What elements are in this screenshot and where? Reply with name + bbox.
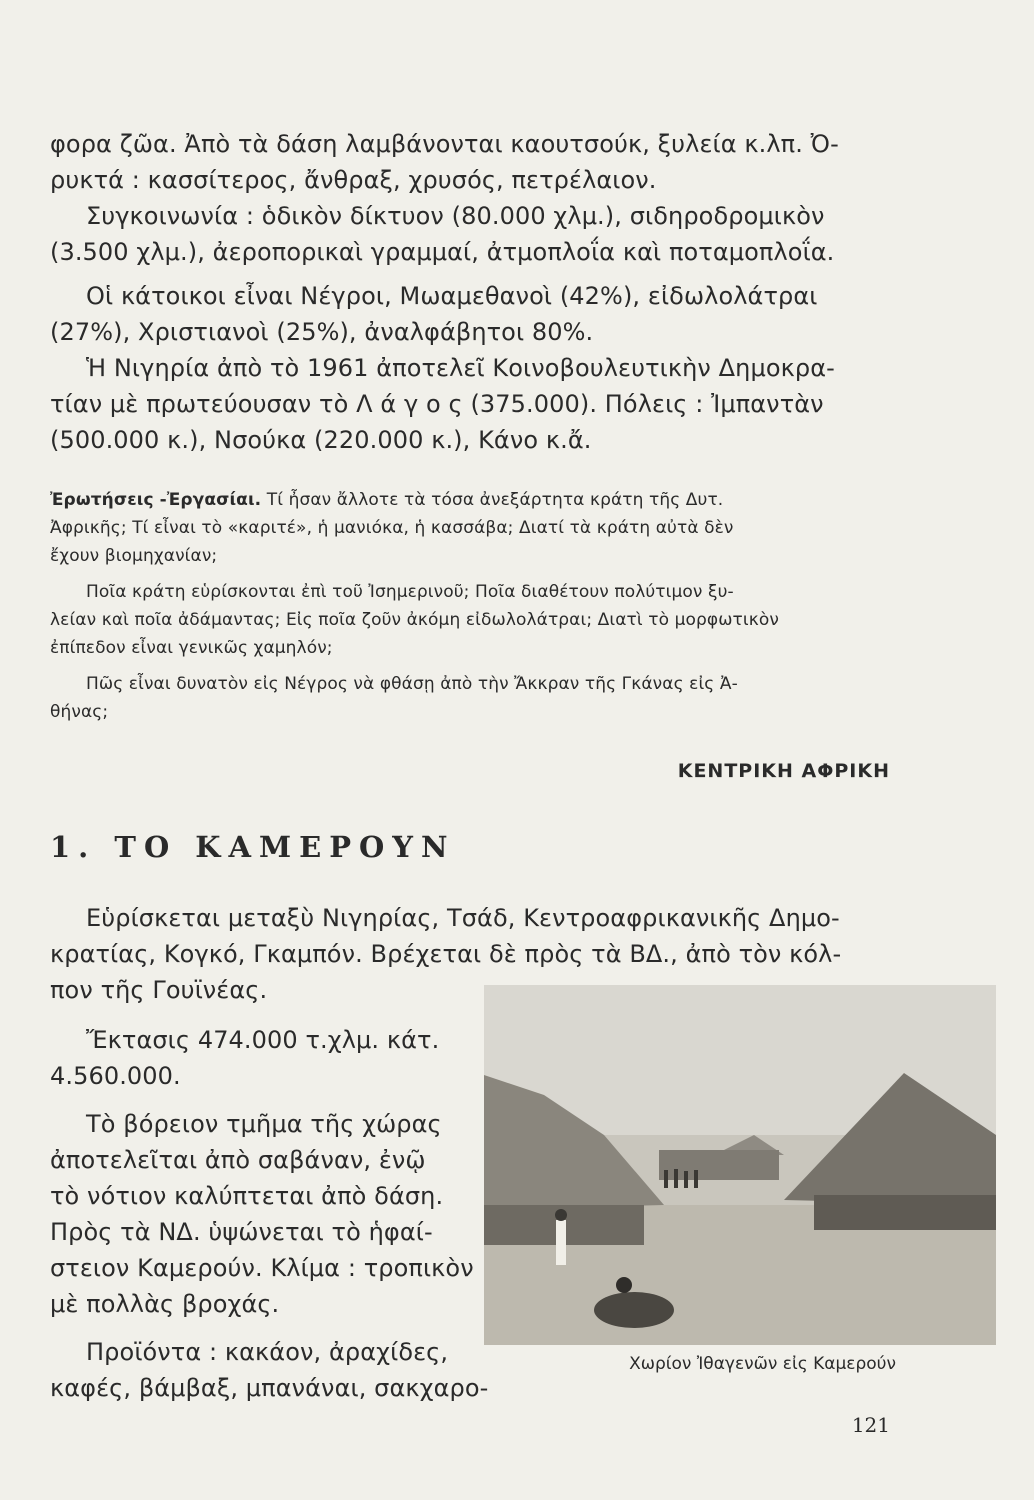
text-line: (3.500 χλμ.), ἀεροπορικαὶ γραμμαί, ἀτμοπλοΐα καὶ ποταμοπλοΐα. <box>50 238 835 266</box>
text-line: Ἔκτασις 474.000 τ.χλμ. κάτ. <box>86 1026 440 1054</box>
question-line: ἔχουν βιομηχανίαν; <box>50 546 218 566</box>
text-line: κρατίας, Κογκό, Γκαμπόν. Βρέχεται δὲ πρὸς τὰ ΒΔ., ἀπὸ τὸν κόλ- <box>50 940 842 968</box>
chapter-title: 1. ΤΟ ΚΑΜΕΡΟΥΝ <box>50 830 456 864</box>
questions-label: Ἐρωτήσεις -Ἐργασίαι. <box>50 490 262 510</box>
text-line: τὸ νότιον καλύπτεται ἀπὸ δάση. <box>50 1182 444 1210</box>
photo-caption: Χωρίον Ἰθαγενῶν εἰς Καμερούν <box>629 1354 896 1374</box>
text-line: (500.000 κ.), Νσούκα (220.000 κ.), Κάνο κ.ἄ. <box>50 426 592 454</box>
text-line: Εὑρίσκεται μεταξὺ Νιγηρίας, Τσάδ, Κεντροαφρικανικῆς Δημο- <box>86 904 840 932</box>
text-line: τίαν μὲ πρωτεύουσαν τὸ Λ ά γ ο ς (375.000). Πόλεις : Ἰμπαντὰν <box>50 390 824 418</box>
chapter-column-text <box>50 1022 490 1406</box>
text-line: φορα ζῶα. Ἀπὸ τὰ δάση λαμβάνονται καουτσούκ, ξυλεία κ.λπ. Ὀ- <box>50 130 839 158</box>
text-line: Προϊόντα : κακάον, ἀραχίδες, <box>86 1338 449 1366</box>
text-line: Συγκοινωνία : ὁδικὸν δίκτυον (80.000 χλμ.), σιδηροδρομικὸν <box>86 202 825 230</box>
question-line: Ἀφρικῆς; Τί εἶναι τὸ «καριτέ», ἡ μανιόκα, ἡ κασσάβα; Διατί τὰ κράτη αὐτὰ δὲν <box>50 518 734 538</box>
text-line: στειον Καμερούν. Κλίμα : τροπικὸν <box>50 1254 474 1282</box>
village-photo-drawing <box>484 985 996 1345</box>
question-line: Τί ἦσαν ἄλλοτε τὰ τόσα ἀνεξάρτητα κράτη τῆς Δυτ. <box>261 490 724 510</box>
text-line: καφές, βάμβαξ, μπανάναι, σακχαρο- <box>50 1374 489 1402</box>
page-number: 121 <box>851 1413 890 1437</box>
text-line: Πρὸς τὰ ΝΔ. ὑψώνεται τὸ ἡφαί- <box>50 1218 433 1246</box>
section-label: ΚΕΝΤΡΙΚΗ ΑΦΡΙΚΗ <box>677 760 890 782</box>
question-line: Πῶς εἶναι δυνατὸν εἰς Νέγρος νὰ φθάσῃ ἀπὸ τὴν Ἄκκραν τῆς Γκάνας εἰς Ἀ- <box>86 674 738 694</box>
text-line: Τὸ βόρειον τμῆμα τῆς χώρας <box>86 1110 442 1138</box>
questions-block <box>50 486 880 726</box>
village-photo <box>484 985 996 1345</box>
text-line: (27%), Χριστιανοὶ (25%), ἀναλφάβητοι 80%. <box>50 318 594 346</box>
question-line: θήνας; <box>50 702 109 722</box>
question-line: λείαν καὶ ποῖα ἀδάμαντας; Εἰς ποῖα ζοῦν ἀκόμη εἰδωλολάτραι; Διατὶ τὸ μορφωτικὸν <box>50 610 779 630</box>
text-line: μὲ πολλὰς βροχάς. <box>50 1290 280 1318</box>
body-text-top <box>50 126 880 458</box>
question-line: Ποῖα κράτη εὑρίσκονται ἐπὶ τοῦ Ἰσημερινοῦ; Ποῖα διαθέτουν πολύτιμον ξυ- <box>86 582 734 602</box>
text-line: Οἱ κάτοικοι εἶναι Νέγροι, Μωαμεθανοὶ (42%), εἰδωλολάτραι <box>86 282 818 310</box>
text-line: ρυκτά : κασσίτερος, ἄνθραξ, χρυσός, πετρέλαιον. <box>50 166 657 194</box>
text-line: Ἡ Νιγηρία ἀπὸ τὸ 1961 ἀποτελεῖ Κοινοβουλευτικὴν Δημοκρα- <box>86 354 835 382</box>
question-line: ἐπίπεδον εἶναι γενικῶς χαμηλόν; <box>50 638 333 658</box>
text-line: πον τῆς Γουϊνέας. <box>50 976 268 1004</box>
text-line: 4.560.000. <box>50 1062 181 1090</box>
text-line: ἀποτελεῖται ἀπὸ σαβάναν, ἐνῷ <box>50 1146 426 1174</box>
